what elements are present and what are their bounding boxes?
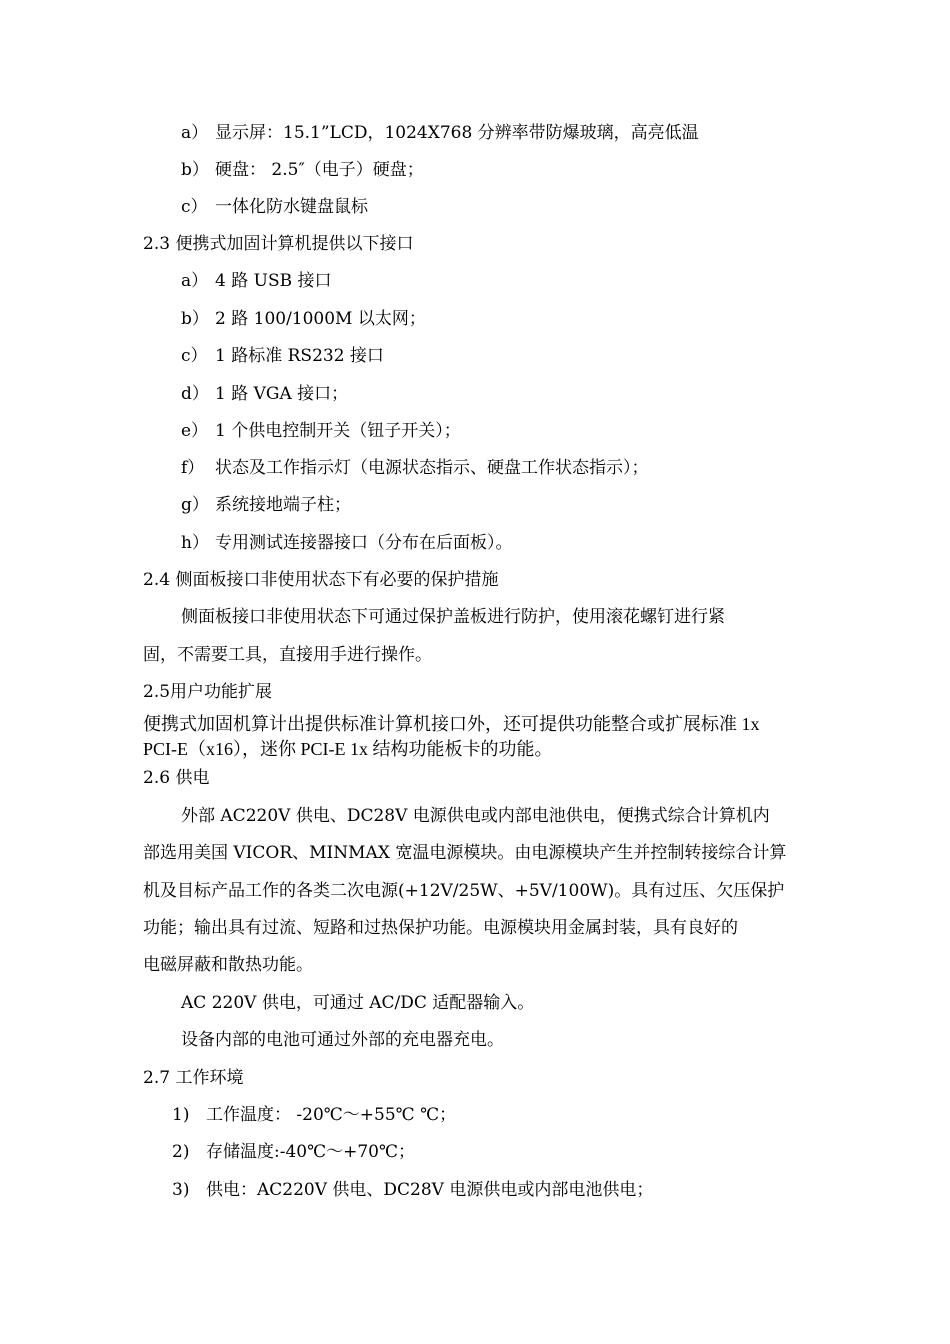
list-item [181,457,649,479]
item-text: 2 路 100/1000M 以太网； [215,309,426,329]
item-label: d） [181,384,209,404]
paragraph-line: 外部 AC220V 供电、DC28V 电源供电或内部电池供电，便携式综合计算机内 [181,806,770,826]
list-item [181,532,513,554]
paragraph-line: 机及目标产品工作的各类二次电源(+12V/25W、+5V/100W)。具有过压、欠压保护 [143,881,785,901]
item-label: g） [181,495,209,515]
item-label: 1) [172,1105,190,1125]
section-heading: 2.4 侧面板接口非使用状态下有必要的保护措施 [143,570,499,590]
item-label: 3) [172,1180,190,1200]
item-text: 1 路标准 RS232 接口 [215,346,384,366]
paragraph-line: 便携式加固机算计出提供标准计算机接口外，还可提供功能整合或扩展标准 1x [143,714,760,734]
item-text: 1 个供电控制开关（钮子开关）； [215,421,461,441]
list-item [181,122,699,144]
list-item [172,1141,415,1163]
list-item [172,1179,653,1201]
item-text: 状态及工作指示灯（电源状态指示、硬盘工作状态指示）； [215,458,649,478]
paragraph-line: 功能；输出具有过流、短路和过热保护功能。电源模块用金属封装，具有良好的 [143,918,738,938]
list-item [181,383,348,405]
item-text: 4 路 USB 接口 [215,271,332,291]
item-label: c） [181,346,208,366]
paragraph-line: AC 220V 供电，可通过 AC/DC 适配器输入。 [181,993,535,1013]
section-heading: 2.6 供电 [143,768,210,788]
paragraph-line: 部选用美国 VICOR、MINMAX 宽温电源模块。由电源模块产生并控制转接综合计算 [143,843,787,863]
item-label: f） [181,458,205,478]
item-text: 一体化防水键盘鼠标 [215,197,368,217]
paragraph-line: PCI-E（x16），迷你 PCI-E 1x 结构功能板卡的功能。 [143,739,553,759]
list-item [181,345,384,367]
item-text: 专用测试连接器接口（分布在后面板）。 [215,533,513,553]
item-label: e） [181,421,209,441]
item-label: h） [181,533,209,553]
list-item [172,1104,456,1126]
list-item [181,308,426,330]
list-item [181,494,351,516]
item-text: 显示屏：15.1”LCD，1024X768 分辨率带防爆玻璃，高亮低温 [215,123,699,143]
item-label: b） [181,309,209,329]
list-item [181,420,461,442]
item-label: a） [181,271,209,291]
item-label: c） [181,197,208,217]
section-heading: 2.7 工作环境 [143,1068,244,1088]
paragraph-line: 侧面板接口非使用状态下可通过保护盖板进行防护，使用滚花螺钉进行紧 [181,607,725,627]
item-text: 存储温度:-40℃～+70℃； [206,1142,416,1162]
item-label: b） [181,160,209,180]
item-label: a） [181,123,209,143]
list-item [181,270,332,292]
section-heading: 2.3 便携式加固计算机提供以下接口 [143,234,414,254]
list-item [181,196,368,218]
item-label: 2) [172,1142,190,1162]
section-heading: 2.5用户功能扩展 [143,682,273,702]
item-text: 供电：AC220V 供电、DC28V 电源供电或内部电池供电； [206,1180,654,1200]
item-text: 硬盘： 2.5″（电子）硬盘； [215,160,424,180]
paragraph-line: 设备内部的电池可通过外部的充电器充电。 [181,1030,504,1050]
item-text: 系统接地端子柱； [215,495,351,515]
paragraph-line: 电磁屏蔽和散热功能。 [143,955,313,975]
item-text: 1 路 VGA 接口； [215,384,349,404]
paragraph-line: 固，不需要工具，直接用手进行操作。 [143,645,432,665]
item-text: 工作温度： -20℃～+55℃ ℃； [206,1105,457,1125]
list-item [181,159,424,181]
